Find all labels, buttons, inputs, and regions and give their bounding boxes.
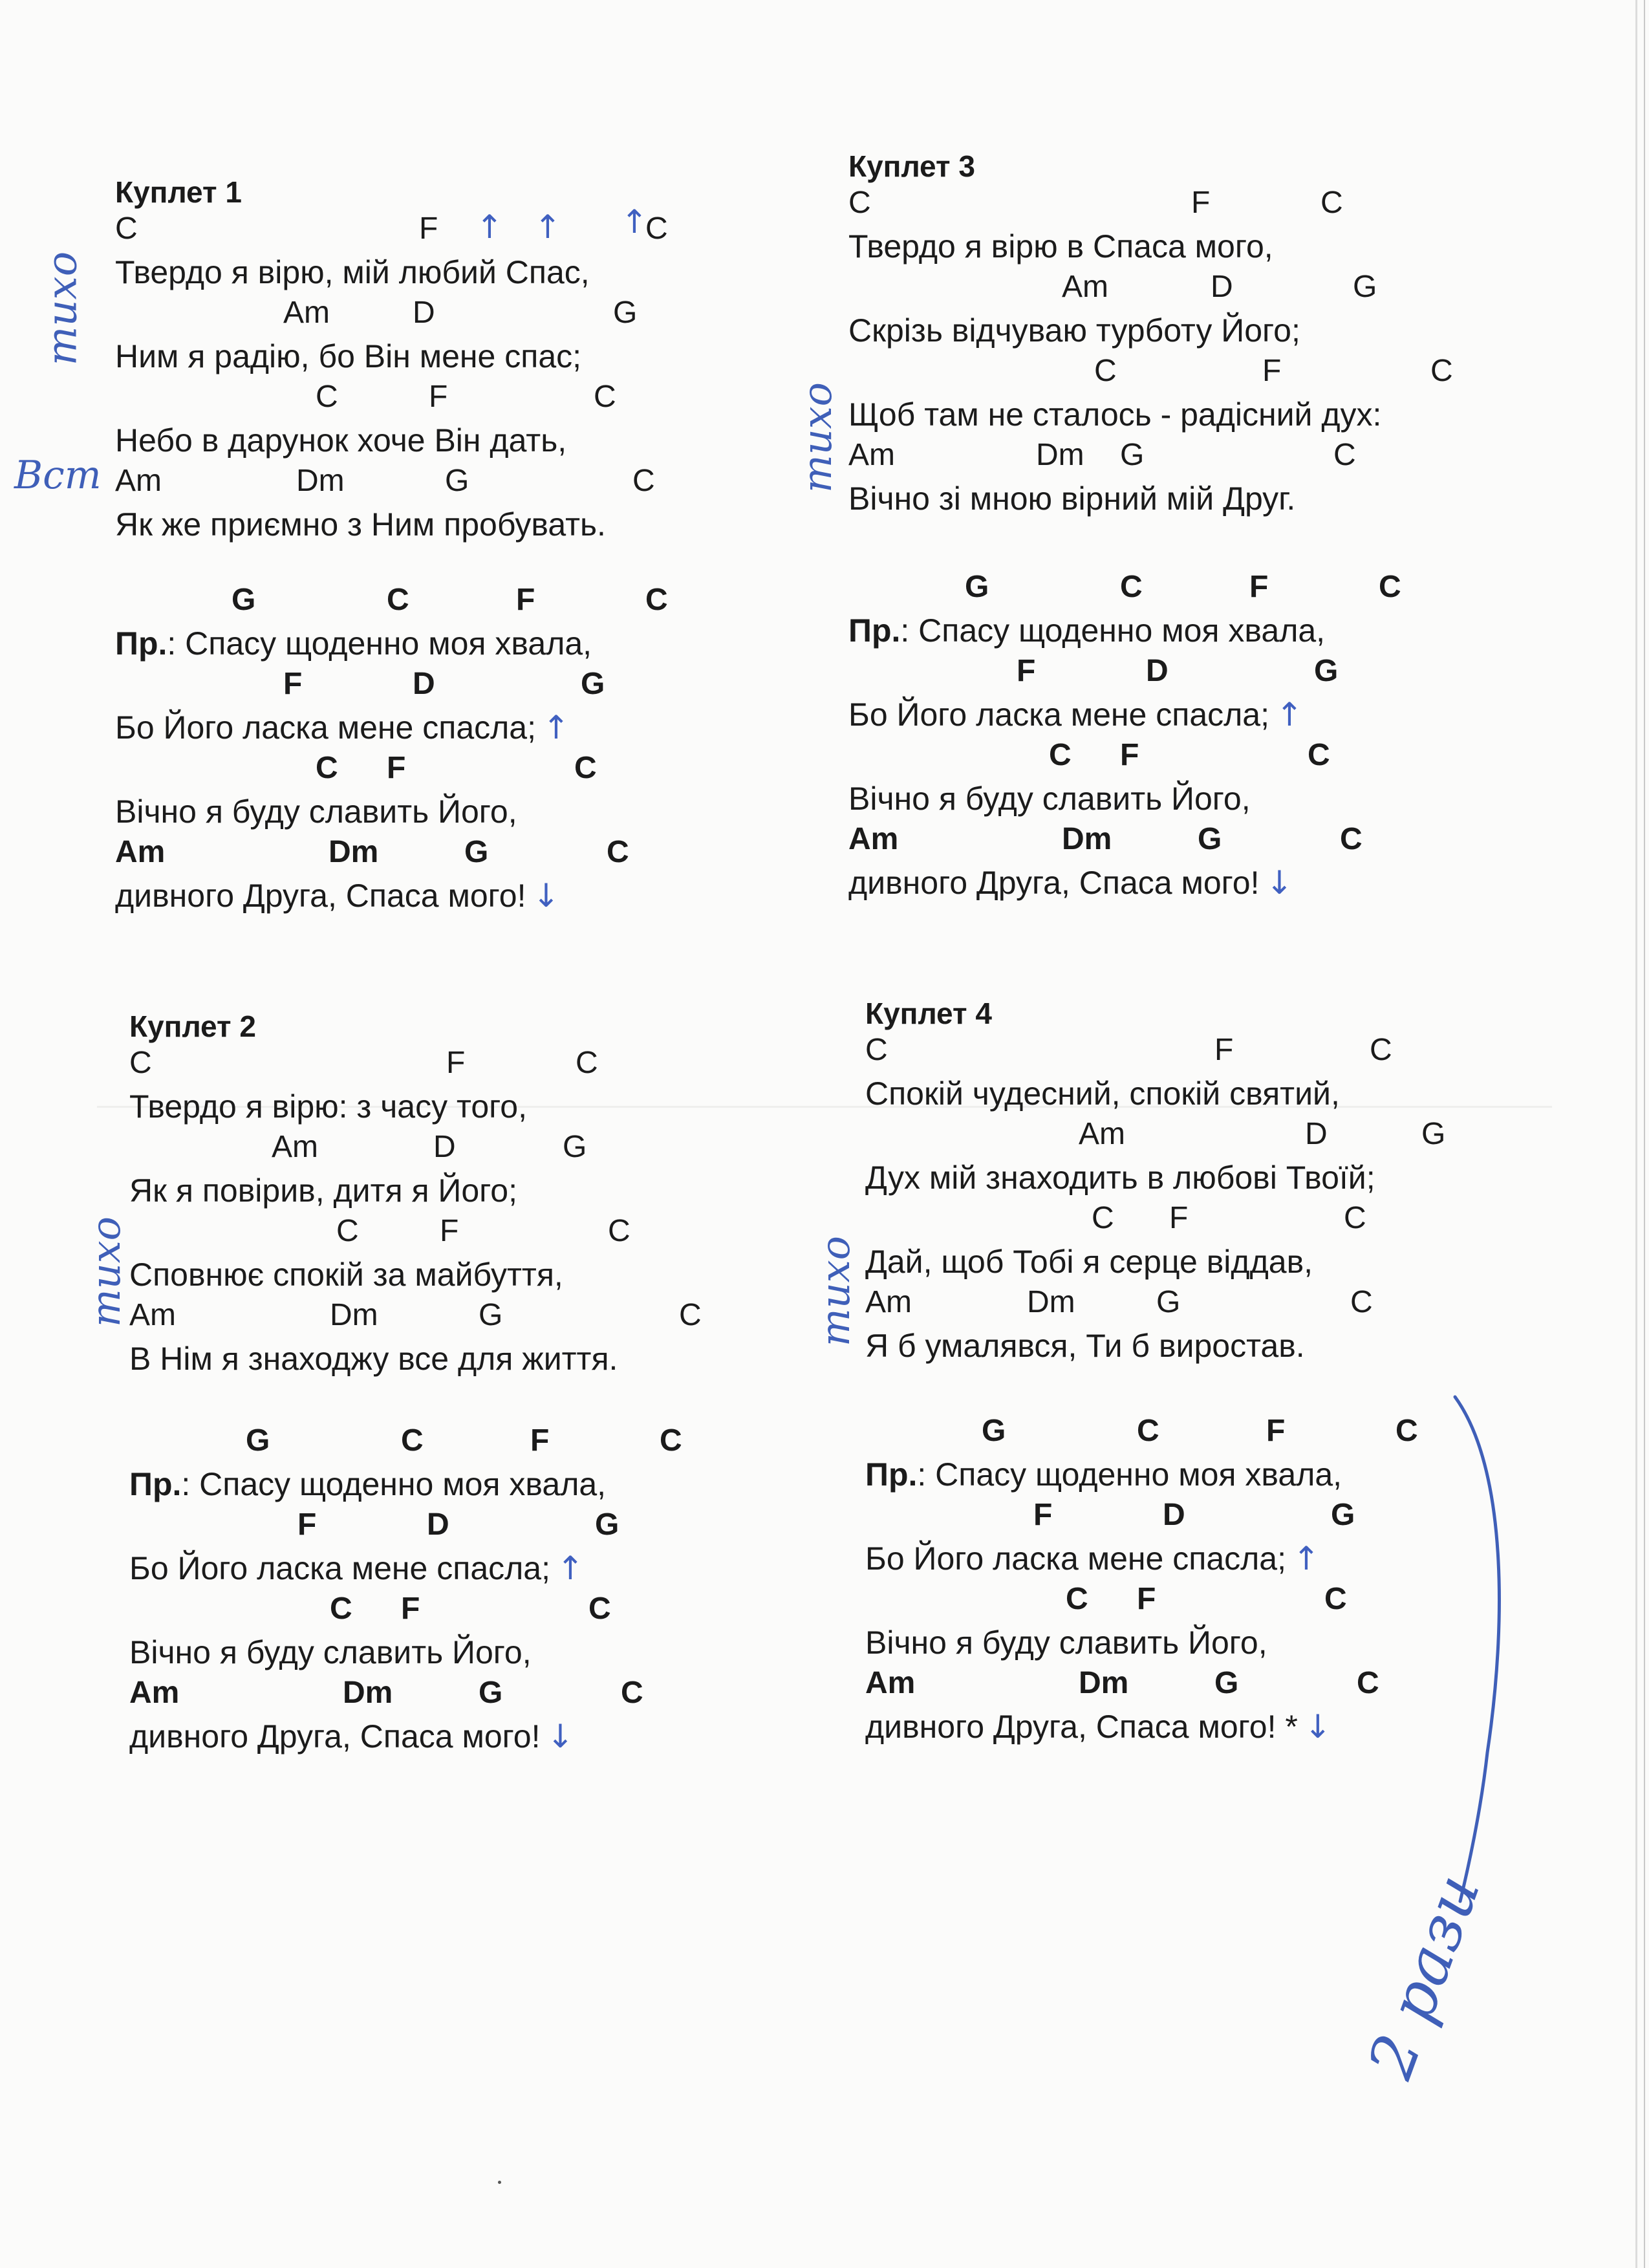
chord: Dm	[1079, 1666, 1129, 1700]
chorus-text: дивного Друга, Спаса мого!	[129, 1718, 541, 1755]
chord: C	[1430, 354, 1453, 388]
chord: F	[1120, 738, 1139, 772]
page-edge	[1635, 0, 1637, 2268]
arrow-up-icon: ↑	[476, 208, 503, 246]
chord-row	[865, 1116, 1577, 1158]
verse-title: Куплет 2	[129, 1010, 256, 1043]
chord: G	[1331, 1498, 1355, 1532]
lyric-line	[848, 780, 1251, 817]
chord: G	[965, 570, 989, 604]
chord: Am	[865, 1285, 912, 1319]
chord: D	[1305, 1117, 1328, 1151]
lyric-line	[865, 1456, 1342, 1493]
chorus-line	[848, 569, 1560, 649]
chord-row	[115, 379, 826, 420]
arrow-up-icon: ↑	[621, 203, 648, 241]
chord: F	[387, 751, 406, 785]
arrow-down-icon: ↓	[546, 1718, 574, 1755]
verse-line	[129, 1045, 841, 1125]
chord: F	[516, 583, 535, 617]
chord: C	[336, 1214, 359, 1248]
chord: C	[1370, 1033, 1392, 1067]
chord: F	[401, 1592, 420, 1626]
repeat-marker: *	[1276, 1709, 1298, 1745]
chord-row	[129, 1045, 841, 1086]
verse-title: Куплет 4	[865, 997, 992, 1030]
chord: G	[464, 835, 489, 869]
chorus-text: : Спасу щоденно моя хвала,	[167, 625, 592, 662]
chord-row	[115, 463, 826, 504]
chorus-text: Вічно я буду славить Його,	[115, 794, 517, 830]
arrow-up-icon: ↑	[1293, 1540, 1320, 1577]
chord: Am	[115, 835, 166, 869]
chord: C	[645, 211, 668, 246]
lyric-line	[865, 1708, 1331, 1745]
lyric-line: Небо в дарунок хоче Він дать,	[115, 422, 567, 459]
chord: C	[660, 1423, 682, 1458]
chord: G	[1314, 654, 1339, 688]
chord: Am	[848, 438, 895, 472]
lyric-line	[848, 696, 1303, 733]
chorus-text: : Спасу щоденно моя хвала,	[181, 1466, 607, 1502]
note-vst: Вст	[14, 453, 102, 498]
note-tykho-3: тихо	[793, 382, 841, 493]
arrow-up-icon: ↑	[1276, 696, 1303, 733]
chord: C	[632, 464, 655, 498]
lyric-line: Скрізь відчуваю турботу Його;	[848, 312, 1300, 349]
chord: C	[1396, 1414, 1418, 1448]
lyric-line: Дух мій знаходить в любові Твоїй;	[865, 1160, 1375, 1196]
chord: G	[1198, 822, 1222, 856]
chord-row	[129, 1129, 841, 1171]
chord: Dm	[1027, 1285, 1075, 1319]
lyric-line	[115, 793, 517, 830]
chord: C	[576, 1046, 598, 1080]
chord: G	[1214, 1666, 1239, 1700]
chord: C	[594, 380, 616, 414]
chord-row	[848, 269, 1560, 310]
chord: G	[1353, 270, 1377, 304]
chord: D	[413, 296, 435, 330]
chord: C	[316, 380, 338, 414]
chord-row	[129, 1213, 841, 1255]
lyric-line: Я б умалявся, Ти б виростав.	[865, 1328, 1305, 1364]
chord: G	[982, 1414, 1006, 1448]
lyric-line	[865, 1540, 1320, 1577]
chord: F	[440, 1214, 459, 1248]
lyric-line: Сповнює спокій за майбуття,	[129, 1257, 563, 1293]
chord: F	[283, 667, 303, 701]
chord-row	[848, 569, 1560, 610]
chord: C	[1308, 738, 1330, 772]
chord: C	[1094, 354, 1117, 388]
chord-row	[129, 1591, 841, 1632]
chord: D	[1146, 654, 1169, 688]
chord: G	[1120, 438, 1145, 472]
chord: D	[1211, 270, 1233, 304]
chorus-text: Вічно я буду славить Його,	[129, 1634, 532, 1670]
chord: D	[433, 1130, 456, 1164]
chord: F	[429, 380, 448, 414]
chorus-text: Бо Його ласка мене спасла;	[848, 697, 1270, 733]
verse-line	[865, 1116, 1577, 1196]
chorus-text: : Спасу щоденно моя хвала,	[917, 1456, 1342, 1493]
chord: C	[645, 583, 668, 617]
chord: F	[1169, 1201, 1189, 1235]
verse-line	[848, 353, 1560, 433]
chord: C	[1340, 822, 1363, 856]
chord-row	[865, 1284, 1577, 1326]
chorus-line	[115, 666, 826, 746]
chord: Am	[272, 1130, 318, 1164]
chord: C	[1092, 1201, 1114, 1235]
verse-line	[129, 1213, 841, 1293]
chord: C	[679, 1298, 702, 1332]
chord-row	[865, 1200, 1577, 1242]
chorus-line	[129, 1507, 841, 1587]
chord: G	[1421, 1117, 1446, 1151]
chorus-line	[129, 1423, 841, 1502]
arrow-down-icon: ↓	[1266, 864, 1293, 902]
chord: F	[1191, 186, 1211, 220]
chord: C	[621, 1676, 643, 1710]
chorus-label: Пр.	[848, 612, 901, 649]
chord: C	[316, 751, 338, 785]
chord: C	[401, 1423, 424, 1458]
chord: Am	[848, 822, 899, 856]
lyric-line	[129, 1465, 606, 1503]
chord: C	[1120, 570, 1143, 604]
chord: C	[1350, 1285, 1373, 1319]
lyric-line	[115, 709, 570, 746]
chord: F	[297, 1507, 317, 1542]
note-repeat-twice: 2 рази	[1354, 1865, 1494, 2088]
lyric-line	[115, 877, 559, 914]
chorus-text: дивного Друга, Спаса мого!	[115, 878, 526, 914]
verse-title: Куплет 3	[848, 149, 975, 183]
verse-line	[865, 1284, 1577, 1364]
chord-row	[129, 1507, 841, 1548]
chord: C	[1357, 1666, 1379, 1700]
chorus-label: Пр.	[115, 625, 167, 662]
chord: F	[446, 1046, 466, 1080]
note-tykho-2: тихо	[82, 1216, 130, 1328]
chord: C	[848, 186, 871, 220]
chord-row	[115, 582, 826, 623]
chord: D	[413, 667, 435, 701]
verse-line	[115, 211, 826, 290]
verse-line	[115, 463, 826, 543]
chord: Am	[865, 1666, 916, 1700]
verse-title: Куплет 1	[115, 175, 242, 209]
chorus-line	[115, 582, 826, 662]
chord-row	[115, 211, 826, 252]
chord: G	[479, 1676, 503, 1710]
chorus-text: Бо Його ласка мене спасла;	[865, 1540, 1287, 1577]
lyric-line: Дай, щоб Тобі я серце віддав,	[865, 1244, 1313, 1280]
lyric-line: Спокій чудесний, спокій святий,	[865, 1075, 1340, 1112]
verse-line	[115, 379, 826, 459]
chorus-text: Вічно я буду славить Його,	[865, 1625, 1267, 1661]
lyric-line	[115, 625, 592, 662]
chord: C	[1333, 438, 1356, 472]
verse-line	[129, 1129, 841, 1209]
chord: D	[1163, 1498, 1185, 1532]
chord: G	[246, 1423, 270, 1458]
chord-row	[115, 295, 826, 336]
chord: G	[613, 296, 638, 330]
lyric-line: Твердо я вірю, мій любий Спас,	[115, 254, 590, 290]
verse-line	[848, 185, 1560, 265]
chord: G	[445, 464, 469, 498]
chord: F	[1017, 654, 1036, 688]
arrow-down-icon: ↓	[1304, 1708, 1331, 1745]
chord: F	[1214, 1033, 1234, 1067]
chord: C	[574, 751, 597, 785]
chorus-line	[129, 1675, 841, 1755]
note-tykho-4: тихо	[812, 1235, 859, 1347]
lyric-line	[129, 1550, 584, 1587]
chord: F	[530, 1423, 550, 1458]
chord: Am	[115, 464, 162, 498]
lyric-line: Твердо я вірю: з часу того,	[129, 1088, 527, 1125]
verse-line	[115, 295, 826, 374]
arrow-up-icon: ↑	[543, 709, 570, 746]
chord-row	[865, 1032, 1577, 1074]
chord-row	[848, 437, 1560, 479]
arrow-up-icon: ↑	[557, 1550, 584, 1587]
chorus-text: Бо Його ласка мене спасла;	[115, 709, 537, 746]
lyric-line	[129, 1634, 532, 1671]
chord: Dm	[296, 464, 345, 498]
lyric-line: Як я повірив, дитя я Його;	[129, 1172, 517, 1209]
verse-line	[865, 1032, 1577, 1112]
chord: Am	[129, 1676, 180, 1710]
chord: F	[1249, 570, 1269, 604]
chord: C	[1066, 1582, 1088, 1616]
chord: F	[419, 211, 438, 246]
chord: Dm	[1036, 438, 1084, 472]
chord: G	[581, 667, 605, 701]
chord-row	[848, 821, 1560, 863]
repeat-brace	[1449, 1390, 1533, 1908]
chord: F	[1262, 354, 1282, 388]
lyric-line: Ним я радію, бо Він мене спас;	[115, 338, 582, 374]
chord-row	[115, 834, 826, 876]
chord: C	[607, 835, 629, 869]
chord: Dm	[330, 1298, 378, 1332]
lyric-line	[129, 1718, 574, 1755]
lyric-line	[848, 612, 1325, 649]
chord: G	[595, 1507, 620, 1542]
chord-row	[848, 353, 1560, 394]
verse-line	[129, 1297, 841, 1377]
chorus-line	[129, 1591, 841, 1670]
chord-row	[129, 1297, 841, 1339]
chord-row	[848, 653, 1560, 695]
chorus-line	[115, 750, 826, 830]
chord: Dm	[329, 835, 379, 869]
page-edge-shadow	[1644, 0, 1645, 2268]
chord: Am	[1062, 270, 1108, 304]
lyric-line: В Нім я знаходжу все для життя.	[129, 1341, 618, 1377]
chord: Am	[283, 296, 330, 330]
chorus-text: дивного Друга, Спаса мого!	[848, 865, 1260, 901]
chorus-line	[848, 821, 1560, 902]
chord: F	[1137, 1582, 1156, 1616]
chorus-label: Пр.	[129, 1466, 182, 1502]
chord: G	[1156, 1285, 1181, 1319]
chorus-line	[848, 737, 1560, 817]
lyric-line: Як же приємно з Ним пробувать.	[115, 506, 606, 543]
lyric-line: Вічно зі мною вірний мій Друг.	[848, 481, 1296, 517]
chorus-line	[115, 834, 826, 914]
chorus-text: : Спасу щоденно моя хвала,	[900, 612, 1326, 649]
chord: G	[563, 1130, 587, 1164]
lyric-line: Твердо я вірю в Спаса мого,	[848, 228, 1273, 265]
chord: Am	[1079, 1117, 1125, 1151]
chord: C	[387, 583, 409, 617]
verse-line	[865, 1200, 1577, 1280]
chord: C	[115, 211, 138, 246]
lyric-line: Щоб там не сталось - радісний дух:	[848, 396, 1382, 433]
chorus-text: дивного Друга, Спаса мого!	[865, 1709, 1277, 1745]
chorus-label: Пр.	[865, 1456, 918, 1493]
chord: F	[1266, 1414, 1286, 1448]
note-tykho-1: тихо	[38, 251, 87, 366]
chorus-line	[848, 653, 1560, 733]
chord: D	[427, 1507, 449, 1542]
arrow-down-icon: ↓	[532, 877, 560, 914]
chord: G	[232, 583, 256, 617]
chorus-text: Бо Його ласка мене спасла;	[129, 1550, 551, 1586]
chord-row	[115, 666, 826, 707]
lyric-line	[848, 864, 1293, 902]
chord: C	[129, 1046, 152, 1080]
chord-row	[129, 1675, 841, 1716]
chord: F	[1033, 1498, 1053, 1532]
chord: C	[1379, 570, 1401, 604]
chord: C	[1324, 1582, 1347, 1616]
lyric-line	[865, 1624, 1267, 1661]
chord-row	[115, 750, 826, 792]
chord: C	[1344, 1201, 1366, 1235]
chorus-block	[129, 1423, 841, 2263]
chorus-text: Вічно я буду славить Його,	[848, 781, 1251, 817]
chord: Am	[129, 1298, 176, 1332]
chord: C	[608, 1214, 630, 1248]
verse-line	[848, 269, 1560, 349]
chord: C	[1320, 186, 1343, 220]
chord: C	[330, 1592, 352, 1626]
chord-row	[848, 737, 1560, 779]
chord-row	[848, 185, 1560, 226]
chord: C	[588, 1592, 611, 1626]
chord: C	[865, 1033, 888, 1067]
verse-line	[848, 437, 1560, 517]
chord: C	[1049, 738, 1072, 772]
arrow-up-icon: ↑	[534, 208, 561, 246]
chord: Dm	[1062, 822, 1112, 856]
chord: Dm	[343, 1676, 393, 1710]
chord: G	[479, 1298, 503, 1332]
chord-row	[129, 1423, 841, 1464]
chord: C	[1137, 1414, 1159, 1448]
